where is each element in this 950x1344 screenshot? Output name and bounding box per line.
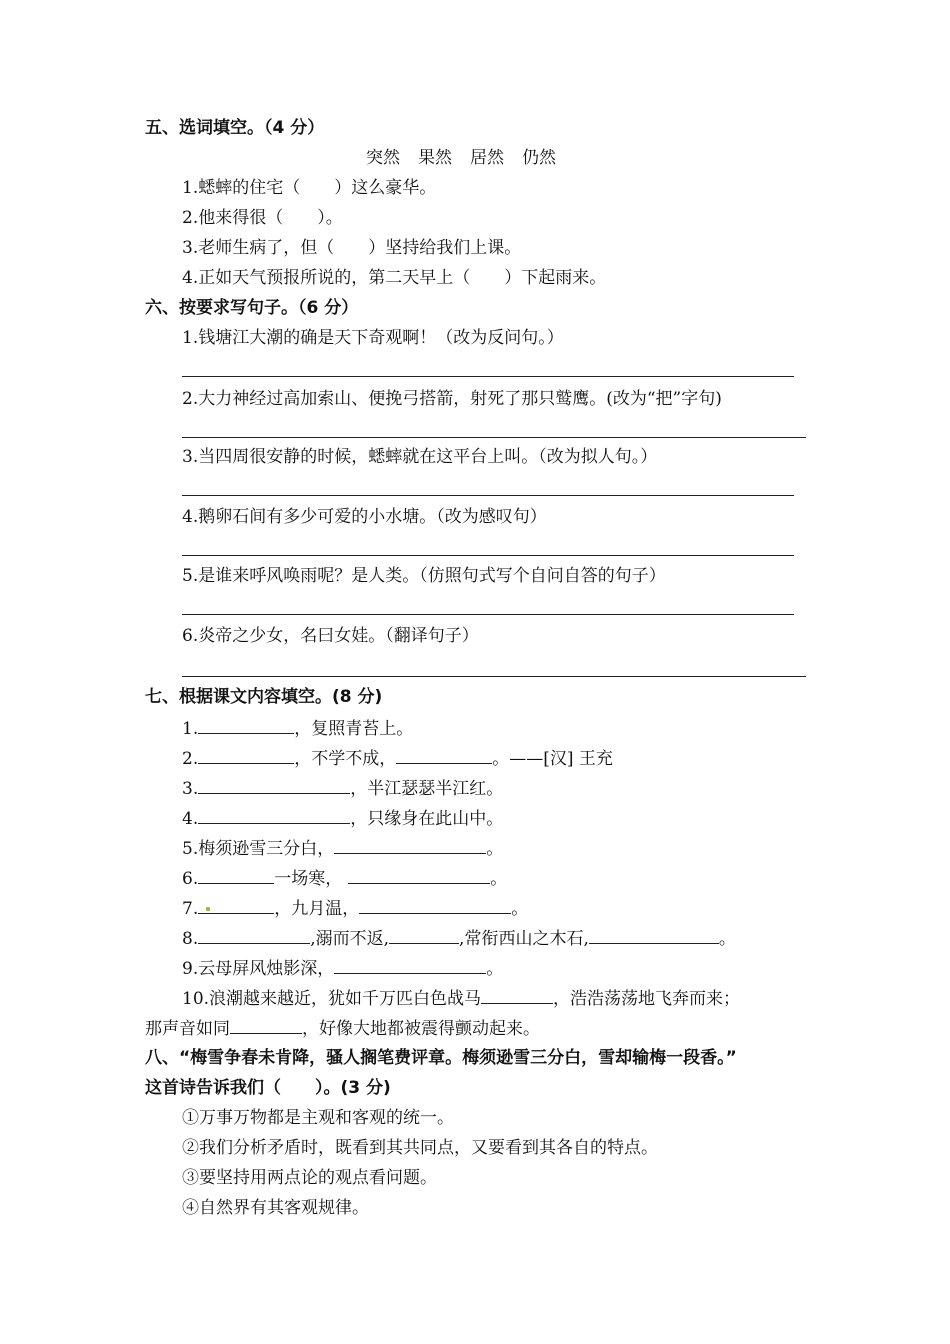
text: 那声音如同	[145, 1019, 230, 1039]
section-7-title: 七、根据课文内容填空。(8 分)	[145, 687, 383, 707]
blank[interactable]	[589, 927, 719, 944]
answer-line-2[interactable]	[182, 437, 806, 438]
s7-item-10-cont	[145, 1017, 540, 1040]
section-8-title: 八、“梅雪争春未肯降，骚人搁笔费评章。梅须逊雪三分白，雪却输梅一段香。”	[145, 1048, 737, 1068]
text: ，复照青苔上。	[294, 719, 414, 739]
blank[interactable]	[198, 747, 294, 764]
text: ，好像大地都被震得颤动起来。	[302, 1019, 540, 1039]
answer-line-3[interactable]	[182, 495, 794, 496]
s6-item-4: 4.鹅卵石间有多少可爱的小水塘。（改为感叹句）	[182, 507, 547, 527]
section-6-title: 六、按要求写句子。（6 分）	[145, 298, 359, 318]
text: ，只缘身在此山中。	[350, 809, 504, 829]
word-bank	[366, 147, 574, 169]
item-number: 3.	[182, 779, 199, 799]
text: 。	[486, 959, 504, 979]
blank[interactable]	[334, 837, 486, 854]
s7-item-7	[182, 897, 528, 920]
text: ,常衔西山之木石,	[459, 929, 589, 949]
text: ，半江瑟瑟半江红。	[350, 779, 504, 799]
blank[interactable]	[334, 957, 486, 974]
s5-item-2: 2.他来得很（ ）。	[182, 208, 343, 228]
text: 。	[490, 869, 508, 889]
item-number: 2.	[182, 749, 199, 769]
item-number: 7.	[182, 899, 199, 919]
word-4: 仍然	[522, 148, 556, 168]
blank[interactable]	[198, 777, 350, 794]
text: 。	[511, 899, 529, 919]
s7-item-1	[182, 717, 413, 740]
text: 5.梅须逊雪三分白，	[182, 839, 335, 859]
s7-item-3	[182, 777, 503, 800]
item-number: 8.	[182, 929, 199, 949]
blank[interactable]	[348, 867, 490, 884]
blank[interactable]	[198, 717, 294, 734]
s6-item-2: 2.大力神经过高加索山、便挽弓搭箭，射死了那只鹫鹰。(改为“把”字句)	[182, 389, 722, 409]
text: ,溺而不返,	[310, 929, 390, 949]
s7-item-4	[182, 807, 503, 830]
s8-option-1: ①万事万物都是主观和客观的统一。	[182, 1108, 454, 1128]
s7-item-2	[182, 747, 613, 770]
blank[interactable]	[359, 897, 511, 914]
text: 一场寒，	[274, 869, 343, 889]
word-1: 突然	[366, 148, 400, 168]
s7-item-6	[182, 867, 507, 890]
s7-item-8	[182, 927, 736, 950]
text: ，浩浩荡荡地飞奔而来；	[553, 989, 741, 1009]
answer-line-6[interactable]	[182, 676, 806, 677]
s6-item-5: 5.是谁来呼风唤雨呢？是人类。（仿照句式写个自问自答的句子）	[182, 566, 666, 586]
s7-item-5	[182, 837, 503, 860]
section-5-title: 五、选词填空。（4 分）	[145, 118, 325, 138]
answer-line-5[interactable]	[182, 614, 794, 615]
green-dot-icon	[206, 907, 210, 911]
word-2: 果然	[418, 148, 452, 168]
text: 。	[718, 929, 736, 949]
blank[interactable]	[198, 897, 274, 914]
blank[interactable]	[481, 987, 553, 1004]
text: ，九月温，	[274, 899, 360, 919]
s8-option-2: ②我们分析矛盾时，既看到其共同点，又要看到其各自的特点。	[182, 1138, 658, 1158]
blank[interactable]	[396, 747, 492, 764]
answer-line-1[interactable]	[182, 376, 794, 377]
text: 。	[486, 839, 504, 859]
blank[interactable]	[198, 867, 274, 884]
blank[interactable]	[198, 927, 310, 944]
item-number: 1.	[182, 719, 199, 739]
item-number: 4.	[182, 809, 199, 829]
s8-option-3: ③要坚持用两点论的观点看问题。	[182, 1168, 437, 1188]
blank[interactable]	[198, 807, 350, 824]
blank[interactable]	[389, 927, 459, 944]
text: 10.浪潮越来越近，犹如千万匹白色战马	[182, 989, 482, 1009]
s5-item-3: 3.老师生病了，但（ ）坚持给我们上课。	[182, 238, 522, 258]
s5-item-4: 4.正如天气预报所说的，第二天早上（ ）下起雨来。	[182, 268, 607, 288]
text: 9.云母屏风烛影深，	[182, 959, 335, 979]
section-8-title-cont: 这首诗告诉我们（ ）。(3 分)	[145, 1078, 391, 1098]
s7-item-9	[182, 957, 503, 980]
s6-item-6: 6.炎帝之少女，名曰女娃。（翻译句子）	[182, 626, 479, 646]
s5-item-1: 1.蟋蟀的住宅（ ）这么豪华。	[182, 178, 437, 198]
answer-line-4[interactable]	[182, 555, 794, 556]
s6-item-3: 3.当四周很安静的时候，蟋蟀就在这平台上叫。（改为拟人句。）	[182, 447, 658, 467]
s6-item-1: 1.钱塘江大潮的确是天下奇观啊！（改为反问句。）	[182, 328, 564, 348]
text: 。——[汉] 王充	[492, 749, 613, 769]
blank[interactable]	[230, 1017, 302, 1034]
s8-option-4: ④自然界有其客观规律。	[182, 1198, 369, 1218]
item-number: 6.	[182, 869, 199, 889]
s7-item-10	[182, 987, 740, 1010]
text: ，不学不成，	[294, 749, 397, 769]
word-3: 居然	[470, 148, 504, 168]
